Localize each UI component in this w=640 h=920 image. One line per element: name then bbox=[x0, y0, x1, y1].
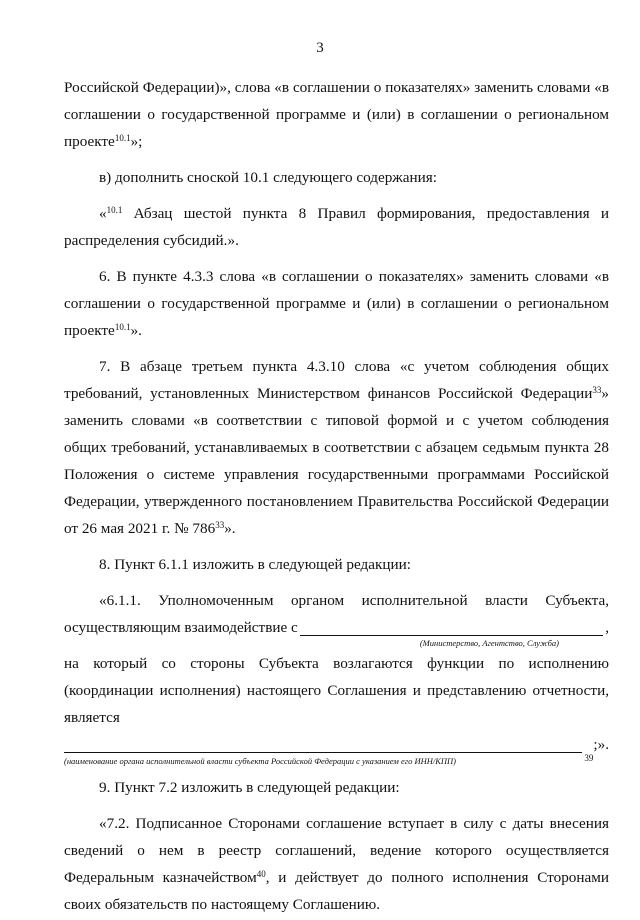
paragraph-continuation: Российской Федерации)», слова «в соглашении о показателях» заменить словами «в соглашении о государственной программе и (или) в соглашении о региональном проекте$^{10.1}$»; bbox=[64, 79, 609, 150]
authority-line: 39 ;». bbox=[64, 731, 609, 758]
footnote-ref: 33 bbox=[215, 520, 225, 530]
paragraph-8: 8. Пункт 6.1.1 изложить в следующей редакции: bbox=[99, 556, 412, 573]
paragraph-7-2: «7.2. Подписанное Сторонами соглашение вступает в силу с даты внесения сведений о нем в реестр соглашений, ведение которого осуществляется Федеральным казначейством$^{40}$, и действует до полного исполнения Сторонами своих обязательств по настоящему Соглашению. bbox=[64, 815, 609, 913]
paragraph-9: 9. Пункт 7.2 изложить в следующей редакции: bbox=[99, 779, 400, 796]
footnote-ref: 10.1 bbox=[114, 322, 131, 332]
field-caption-ministry: (Министерство, Агентство, Служба) bbox=[419, 638, 559, 648]
footnote-ref: 33 bbox=[592, 385, 602, 395]
paragraph-6: 6. В пункте 4.3.3 слова «в соглашении о показателях» заменить словами «в соглашении о государственной программе и (или) в соглашении о региональном проекте$^{10.1}$». bbox=[64, 268, 609, 339]
paragraph-6-1-1-body: на который со стороны Субъекта возлагаются функции по исполнению (координации исполнения) настоящего Соглашения и представлению отчетности, является bbox=[64, 655, 609, 726]
footnote-ref: 40 bbox=[256, 869, 266, 879]
fill-in-blank-ministry bbox=[300, 617, 603, 636]
interaction-line: осуществляющим взаимодействие с , bbox=[64, 619, 609, 636]
document-body bbox=[64, 74, 609, 918]
field-caption-authority: (наименование органа исполнительной власти субъекта Российской Федерации с указанием его ИНН/КПП) bbox=[64, 756, 456, 766]
paragraph-footnote-text: «$^{10.1}$ Абзац шестой пункта 8 Правил формирования, предоставления и распределения субсидий.». bbox=[64, 205, 609, 249]
fill-in-blank-authority bbox=[64, 734, 582, 753]
footnote-ref: 10.1 bbox=[106, 205, 123, 215]
footnote-ref: 10.1 bbox=[114, 133, 131, 143]
page-number: 3 bbox=[316, 40, 324, 56]
paragraph-7: 7. В абзаце третьем пункта 4.3.10 слова «с учетом соблюдения общих требований, установленных Министерством финансов Российской Федерации$^{33}$» заменить словами «в соответствии с типовой формой и с учетом соблюдения общих требований, устанавливаемых в соответствии с абзацем седьмым пункта 28 Положения о системе управления государственными программами Российской Федерации, утвержденного постановлением Правительства Российской Федерации от 26 мая 2021 г. № $786^{33}$». bbox=[64, 358, 609, 537]
paragraph-6-1-1-start: «6.1.1. Уполномоченным органом исполнительной власти Субъекта, bbox=[99, 592, 609, 609]
paragraph-item-v: в) дополнить сноской 10.1 следующего содержания: bbox=[99, 169, 438, 186]
